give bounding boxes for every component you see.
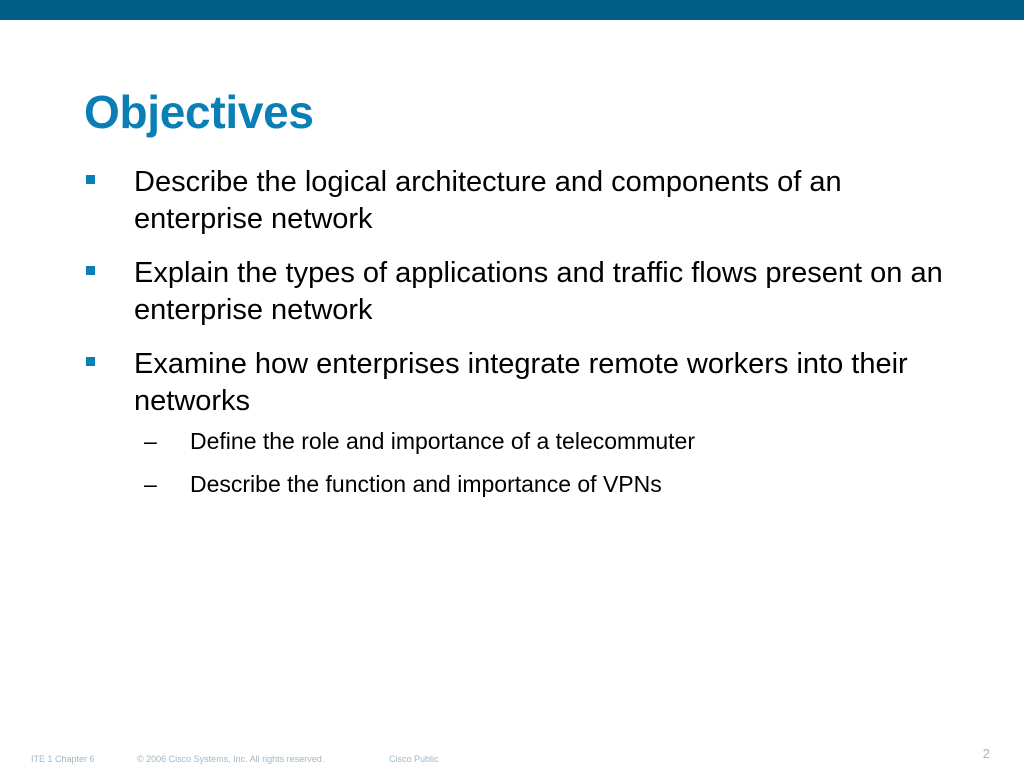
square-bullet-icon: [86, 266, 95, 275]
sub-bullet-item: [134, 469, 964, 499]
slide-title: Objectives: [84, 86, 314, 138]
bullet-text: Explain the types of applications and traffic flows present on an enterprise network: [134, 257, 943, 326]
square-bullet-icon: [86, 357, 95, 366]
sub-bullet-text: Describe the function and importance of VPNs: [190, 471, 662, 497]
footer: [31, 754, 439, 764]
top-banner-bar: [0, 0, 1024, 20]
bullet-item: [84, 164, 964, 238]
page-number: 2: [982, 746, 990, 761]
sub-bullet-text: Define the role and importance of a telecommuter: [190, 428, 695, 454]
sub-bullet-list: [134, 426, 964, 499]
bullet-list: [84, 164, 964, 516]
bullet-item: [84, 255, 964, 329]
dash-bullet-icon: –: [144, 471, 157, 497]
footer-classification: Cisco Public: [389, 754, 439, 764]
square-bullet-icon: [86, 175, 95, 184]
dash-bullet-icon: –: [144, 428, 157, 454]
bullet-text: Examine how enterprises integrate remote workers into their networks: [134, 348, 908, 417]
footer-chapter: ITE 1 Chapter 6: [31, 754, 95, 764]
sub-bullet-item: [134, 426, 964, 456]
footer-copyright: © 2006 Cisco Systems, Inc. All rights reserved.: [137, 754, 325, 764]
bullet-text: Describe the logical architecture and components of an enterprise network: [134, 166, 842, 235]
bullet-item: [84, 346, 964, 499]
